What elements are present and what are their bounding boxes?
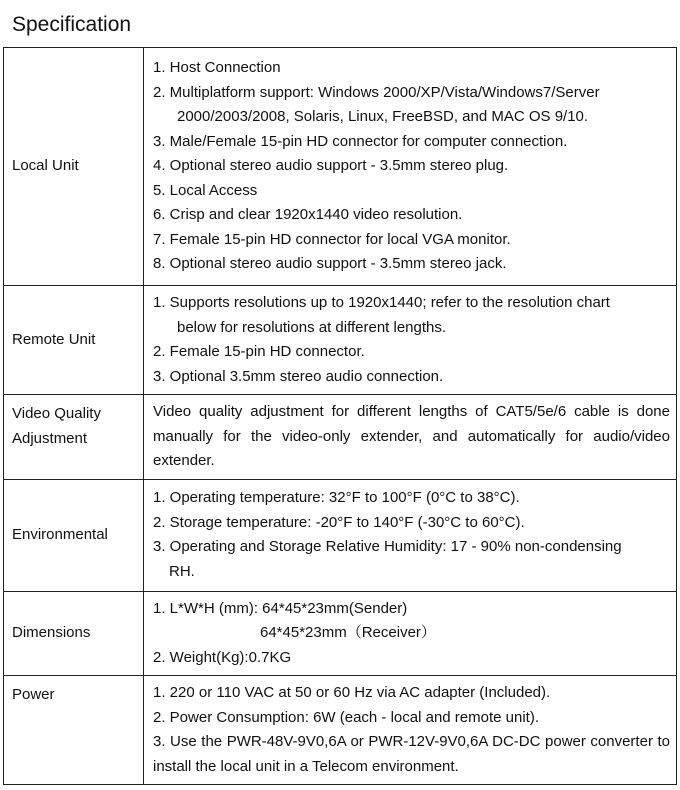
list-item: 3. Optional 3.5mm stereo audio connection. — [153, 367, 444, 385]
list-item-continuation: 64*45*23mm（Receiver） — [260, 624, 436, 641]
row-label-power: Power — [4, 676, 144, 785]
list-item: 4. Optional stereo audio support - 3.5mm stereo plug. — [153, 157, 509, 175]
list-item: 2. Female 15-pin HD connector. — [153, 343, 365, 360]
row-content-power — [144, 676, 677, 785]
row-content-environmental — [144, 479, 677, 591]
row-content-local-unit — [144, 48, 677, 286]
specification-table — [3, 47, 677, 785]
row-label-environmental: Environmental — [4, 479, 144, 591]
table-row-video-quality — [4, 395, 677, 480]
list-item: 2. Storage temperature: -20°F to 140°F (-30°C to 60°C). — [153, 513, 525, 531]
row-label-remote-unit: Remote Unit — [4, 286, 144, 395]
list-item: 6. Crisp and clear 1920x1440 video resolution. — [153, 206, 463, 224]
list-item: 1. 220 or 110 VAC at 50 or 60 Hz via AC adapter (Included). — [153, 684, 551, 701]
page-title: Specification — [12, 13, 132, 36]
row-label-video-quality: Video Quality Adjustment — [4, 395, 144, 480]
row-label-dimensions: Dimensions — [4, 591, 144, 676]
list-item: 5. Local Access — [153, 181, 258, 199]
row-content-dimensions — [144, 591, 677, 676]
list-item: 1. Operating temperature: 32°F to 100°F (0°C to 38°C). — [153, 489, 520, 506]
list-item: 8. Optional stereo audio support - 3.5mm stereo jack. — [153, 255, 507, 273]
list-item: 2. Power Consumption: 6W (each - local and remote unit). — [153, 708, 540, 726]
list-item: 1. Host Connection — [153, 59, 281, 77]
list-item: 3. Use the PWR-48V-9V0,6A or PWR-12V-9V0,6A DC-DC power converter to install the local unit in a Telecom environment. — [153, 733, 670, 775]
list-item-continuation: RH. — [169, 562, 195, 580]
row-content-video-quality: Video quality adjustment for different lengths of CAT5/5e/6 cable is done manually for the video-only extender, and automatically for audio/video extender. — [144, 395, 677, 480]
list-item: 7. Female 15-pin HD connector for local VGA monitor. — [153, 230, 511, 248]
row-label-local-unit: Local Unit — [4, 48, 144, 286]
list-item: 3. Male/Female 15-pin HD connector for computer connection. — [153, 132, 568, 150]
list-item: 1. L*W*H (mm): 64*45*23mm(Sender) — [153, 599, 408, 617]
table-row-local-unit — [4, 48, 677, 286]
list-item: 2. Multiplatform support: Windows 2000/XP/Vista/Windows7/Server — [153, 83, 600, 101]
row-content-remote-unit — [144, 286, 677, 395]
list-item: 1. Supports resolutions up to 1920x1440; refer to the resolution chart — [153, 294, 610, 311]
table-row-environmental — [4, 479, 677, 591]
table-row-remote-unit — [4, 286, 677, 395]
list-item: 2. Weight(Kg):0.7KG — [153, 648, 292, 666]
list-item: 3. Operating and Storage Relative Humidity: 17 - 90% non-condensing — [153, 538, 622, 555]
table-row-power — [4, 676, 677, 785]
list-item-continuation: 2000/2003/2008, Solaris, Linux, FreeBSD, and MAC OS 9/10. — [177, 108, 589, 126]
list-item-continuation: below for resolutions at different lengths. — [177, 318, 447, 336]
table-row-dimensions — [4, 591, 677, 676]
